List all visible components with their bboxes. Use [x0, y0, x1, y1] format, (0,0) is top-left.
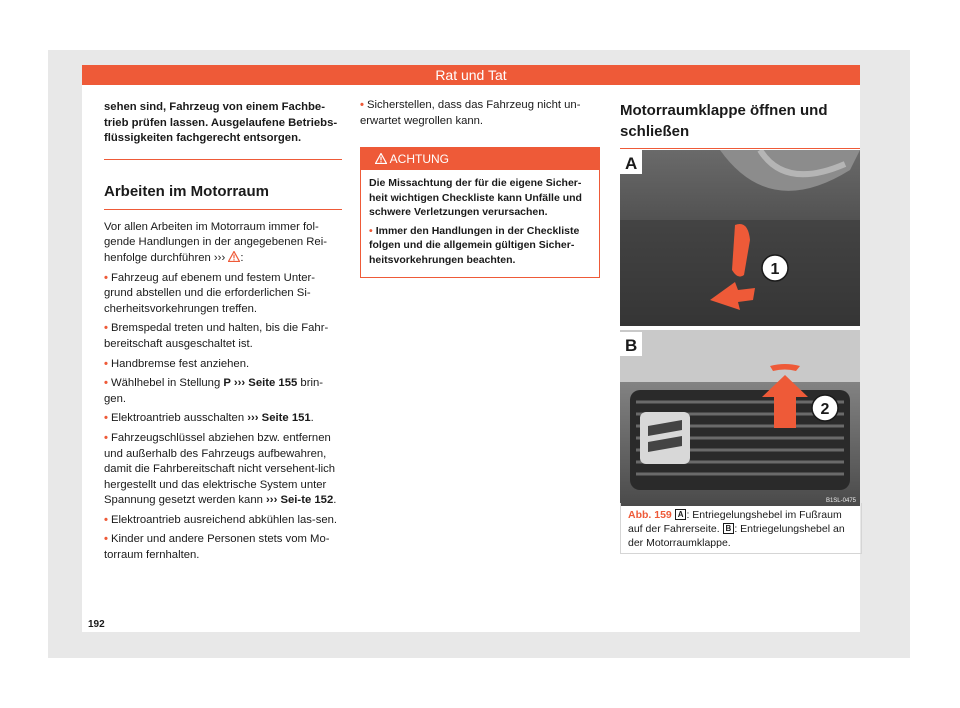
warning-header [361, 148, 599, 170]
warning-paragraph: Die Missachtung der für die eigene Sicher-heit wichtigen Checkliste kann Unfälle und schwere Verletzungen verursachen. [369, 177, 582, 219]
intro-text: sehen sind, Fahrzeug von einem Fachbe-trieb prüfen lassen. Ausgelaufene Betriebs-flüssigkeiten fachgerecht entsorgen. [104, 101, 338, 145]
checklist [104, 271, 342, 564]
warning-icon [228, 251, 240, 262]
column-3 [620, 98, 860, 149]
section-title: Arbeiten im Motorraum [104, 182, 270, 200]
checklist-item: • Bremspedal treten und halten, bis die Fahr-bereitschaft ausgeschaltet ist. [104, 322, 329, 350]
warning-body [361, 170, 599, 277]
bullet-icon: • [104, 357, 108, 370]
label-a: A [625, 154, 638, 173]
caption-label: Abb. 159 [628, 509, 672, 521]
section-title: Motorraumklappe öffnen und schließen [620, 102, 828, 140]
bullet-icon: • [104, 322, 108, 335]
bullet-icon: • [104, 412, 108, 425]
warning-bullet: • Immer den Handlungen in der Checkliste folgen und die allgemein gültigen Sicher-heitsvorkehrungen beachten. [369, 224, 580, 266]
warning-title: ACHTUNG [389, 152, 450, 167]
warning-icon [375, 153, 387, 164]
figure-caption [628, 508, 854, 550]
bullet-icon: • [104, 513, 108, 526]
bullet-icon: • [104, 431, 108, 444]
figure-code: B1SL-0475 [825, 498, 856, 504]
bullet-icon: • [104, 377, 108, 390]
bullet-icon: • [104, 533, 108, 546]
checklist-item: • Elektroantrieb ausreichend abkühlen las-sen. [104, 513, 338, 526]
checklist-item: • Fahrzeugschlüssel abziehen bzw. entfernen und außerhalb des Fahrzeugs aufbewahren, damit die Fahrbereitschaft nicht versehent-lich hergestellt und das elektrische System unter Spannung gesetzt werden kann ››› Sei-te 152. [104, 431, 337, 507]
caption-text-b: : Entriegelungshebel an der Motorraumklappe. [628, 523, 845, 549]
label-b: B [625, 336, 638, 355]
intro-paragraph: Vor allen Arbeiten im Motorraum immer fol-gende Handlungen in der angegebenen Rei-henfolge durchführen ››› : [104, 220, 327, 264]
caption-letter-a: A [675, 509, 687, 520]
brand-logo [640, 412, 690, 464]
bullet-icon: • [360, 99, 364, 111]
checklist-item: • Fahrzeug auf ebenem und festem Unter-grund abstellen und die erforderlichen Si-cherheitsvorkehrungen treffen. [104, 271, 316, 315]
column-2 [360, 98, 600, 278]
figure-hood-release [620, 150, 860, 506]
page-reference[interactable]: P ››› Seite 155 [223, 377, 298, 390]
page-reference[interactable]: ››› Seite 151 [247, 412, 311, 425]
reference-arrows[interactable]: ››› [213, 251, 226, 264]
column-1 [104, 100, 342, 568]
warning-box [360, 147, 600, 278]
bullet-icon: • [104, 271, 108, 284]
list-item: • Sicherstellen, dass das Fahrzeug nicht un-erwartet wegrollen kann. [360, 99, 581, 127]
page-reference[interactable]: ››› Sei-te 152 [266, 494, 334, 507]
caption-letter-b: B [723, 523, 735, 534]
section-title-underline [104, 209, 342, 210]
checklist-item: • Wählhebel in Stellung P ››› Seite 155 brin-gen. [104, 377, 324, 405]
section-divider [104, 159, 342, 160]
callout-2: 2 [820, 401, 830, 418]
bullet-icon: • [369, 224, 373, 237]
page-header: Rat und Tat [82, 65, 860, 85]
checklist-item: • Kinder und andere Personen stets vom Mo-torraum fernhalten. [104, 533, 330, 562]
callout-1: 1 [770, 261, 780, 278]
checklist-item: • Elektroantrieb ausschalten ››› Seite 151. [104, 412, 314, 425]
section-title-underline [620, 148, 860, 149]
checklist-item: • Handbremse fest anziehen. [104, 357, 250, 370]
page-number: 192 [88, 619, 105, 630]
caption-text-a: : Entriegelungshebel im Fußraum auf der Fahrerseite. [628, 509, 842, 535]
hood-surface [620, 330, 860, 382]
